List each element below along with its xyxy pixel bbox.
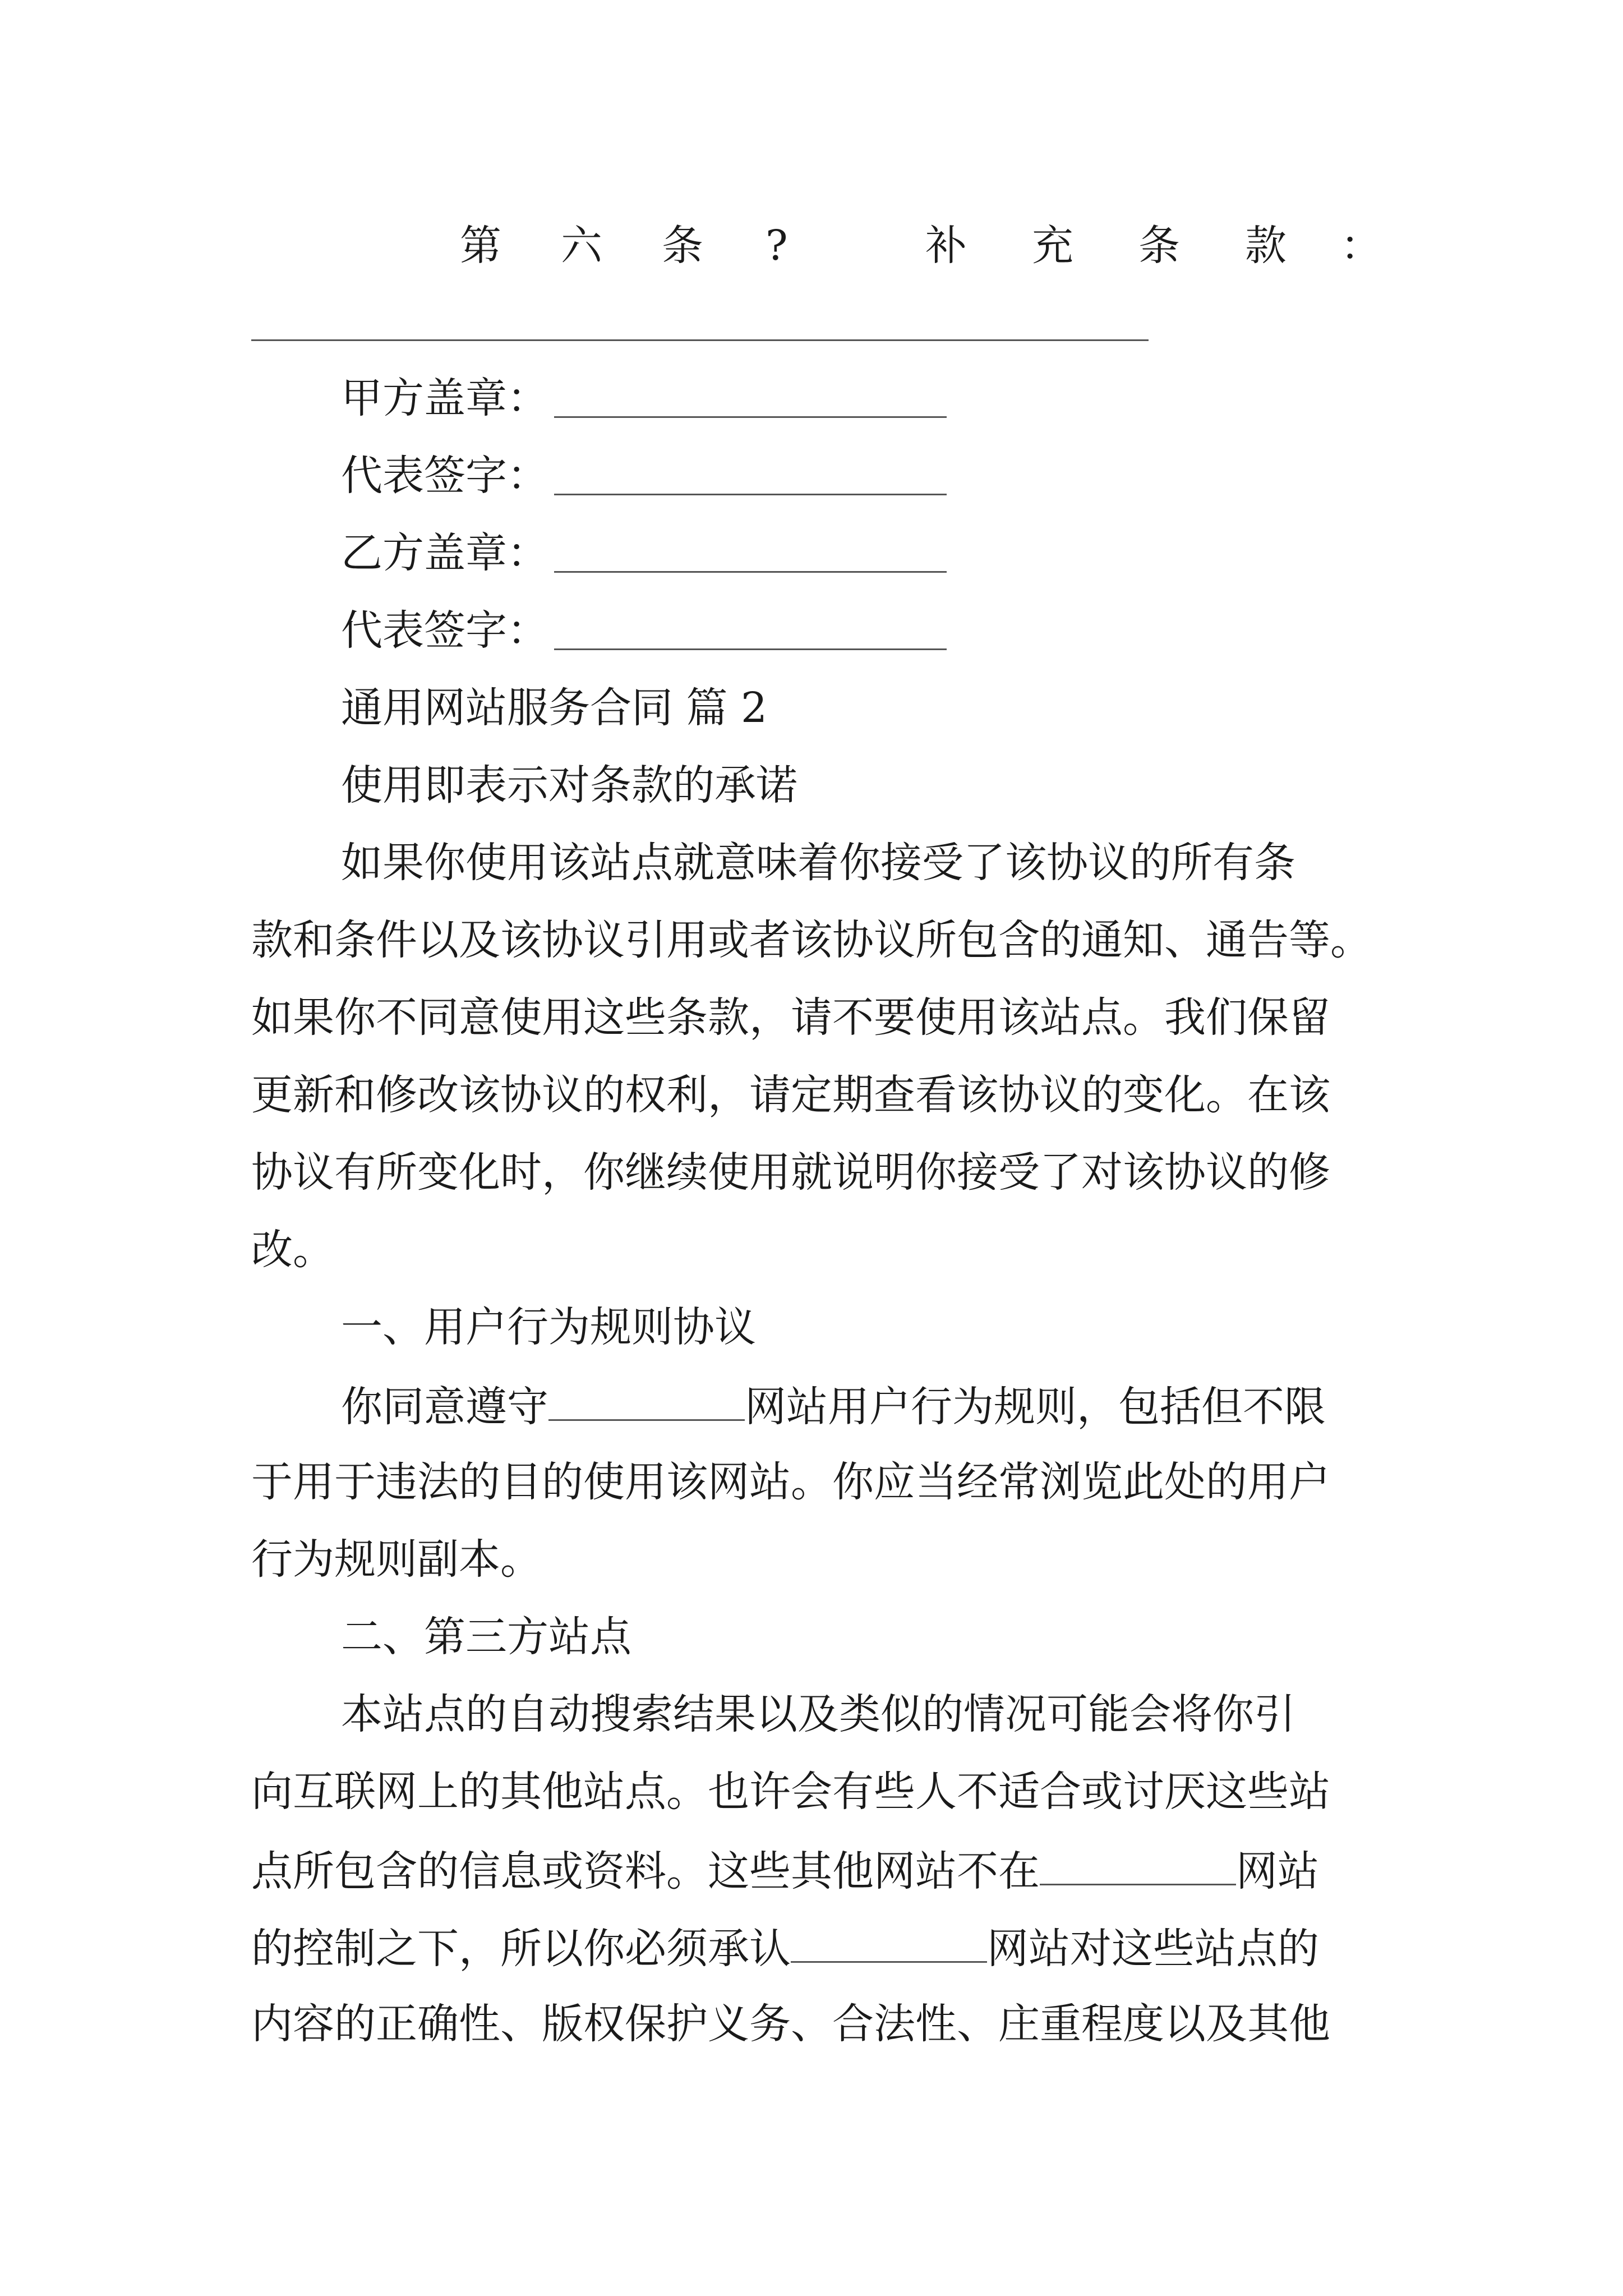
paragraph-line: 本站点的自动搜索结果以及类似的情况可能会将你引 — [341, 1690, 1295, 1738]
text-segment: 点所包含的信息或资料。这些其他网站不在 — [251, 1847, 1040, 1895]
paragraph-line: 向互联网上的其他站点。也许会有些人不适合或讨厌这些站 — [251, 1768, 1330, 1816]
text-segment: 网站 — [1236, 1847, 1319, 1895]
signature-blank — [554, 571, 947, 573]
text-segment: 的控制之下，所以你必须承认 — [251, 1925, 791, 1973]
paragraph-line — [251, 1918, 1319, 1977]
heading-char: 第 — [460, 222, 501, 270]
fill-in-blank — [1040, 1841, 1236, 1885]
paragraph-line: 更新和修改该协议的权利，请定期查看该协议的变化。在该 — [251, 1071, 1330, 1119]
paragraph-line — [341, 1377, 1326, 1435]
signature-blank — [554, 494, 947, 495]
heading-char: ? — [766, 222, 788, 270]
signature-label: 代表签字： — [341, 606, 548, 655]
text-segment: 网站对这些站点的 — [987, 1925, 1319, 1973]
heading-char: 条 — [662, 222, 703, 270]
article-6-heading — [460, 218, 1382, 274]
heading-char: ： — [1340, 222, 1382, 270]
heading-user-conduct: 一、用户行为规则协议 — [341, 1303, 756, 1351]
signature-label: 代表签字： — [341, 452, 548, 500]
paragraph-line: 内容的正确性、版权保护义务、合法性、庄重程度以及其他 — [251, 2000, 1330, 2048]
signature-label: 甲方盖章： — [341, 374, 548, 422]
section-title: 通用网站服务合同 篇 2 — [341, 684, 768, 732]
paragraph-line: 如果你使用该站点就意味着你接受了该协议的所有条 — [341, 839, 1295, 887]
heading-char: 六 — [561, 222, 602, 270]
heading-char: 款 — [1245, 222, 1287, 270]
heading-char: 条 — [1138, 222, 1180, 270]
supplementary-terms-blank — [251, 339, 1149, 341]
heading-char: 补 — [925, 222, 967, 270]
text-segment: 网站用户行为规则，包括但不限 — [745, 1383, 1326, 1431]
fill-in-blank — [791, 1918, 987, 1963]
heading-third-party: 二、第三方站点 — [341, 1613, 631, 1661]
paragraph-line: 款和条件以及该协议引用或者该协议所包含的通知、通告等。 — [251, 916, 1372, 964]
fill-in-blank — [548, 1377, 745, 1421]
signature-blank — [554, 416, 947, 418]
text-segment: 你同意遵守 — [341, 1383, 548, 1431]
paragraph-line: 协议有所变化时，你继续使用就说明你接受了对该协议的修 — [251, 1148, 1330, 1197]
signature-label: 乙方盖章： — [341, 529, 548, 577]
paragraph-line: 于用于违法的目的使用该网站。你应当经常浏览此处的用户 — [251, 1458, 1330, 1506]
signature-blank — [554, 648, 947, 650]
subtitle: 使用即表示对条款的承诺 — [341, 761, 797, 809]
paragraph-line: 行为规则副本。 — [251, 1535, 542, 1584]
heading-char: 充 — [1032, 222, 1073, 270]
paragraph-line: 改。 — [251, 1226, 334, 1274]
paragraph-line: 如果你不同意使用这些条款，请不要使用该站点。我们保留 — [251, 993, 1330, 1042]
paragraph-line — [251, 1841, 1319, 1899]
